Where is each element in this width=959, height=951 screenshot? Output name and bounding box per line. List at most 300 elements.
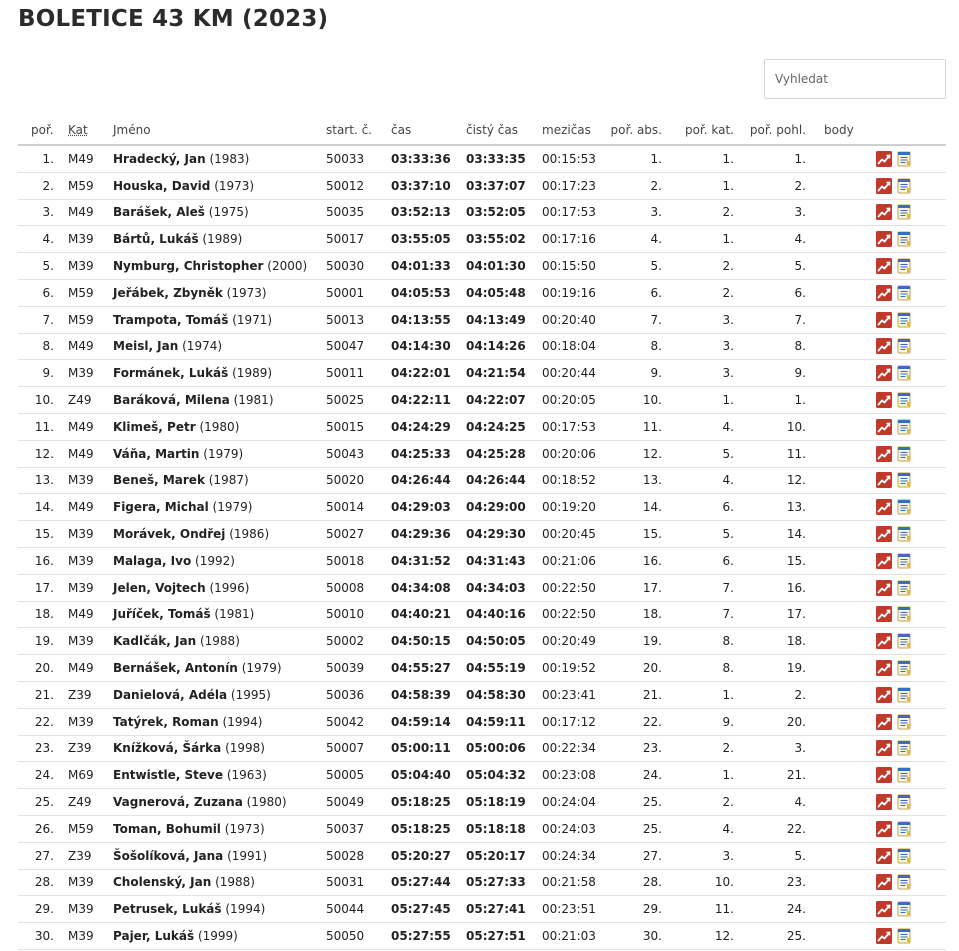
cell-cisty: 04:25:28 <box>462 440 538 467</box>
col-header-katpor[interactable]: poř. kat. <box>672 115 744 145</box>
cell-body <box>816 842 876 869</box>
cell-mezicas: 00:17:23 <box>538 172 606 199</box>
chart-icon[interactable] <box>876 848 892 864</box>
cell-cas: 05:27:45 <box>387 896 462 923</box>
cell-katpor: 1. <box>672 681 744 708</box>
cell-kat: M59 <box>64 815 108 842</box>
cell-start: 50025 <box>322 387 387 414</box>
cell-abs: 21. <box>606 681 672 708</box>
runner-name: Nymburg, Christopher <box>113 259 264 274</box>
col-header-abs[interactable]: poř. abs. <box>606 115 672 145</box>
detail-icon[interactable] <box>896 178 912 194</box>
cell-cas: 05:18:25 <box>387 789 462 816</box>
cell-jmeno <box>108 333 322 360</box>
cell-jmeno <box>108 467 322 494</box>
chart-icon[interactable] <box>876 901 892 917</box>
chart-icon[interactable] <box>876 231 892 247</box>
cell-pohl: 12. <box>744 467 816 494</box>
cell-jmeno <box>108 574 322 601</box>
cell-kat: M59 <box>64 306 108 333</box>
detail-icon[interactable] <box>896 660 912 676</box>
cell-actions <box>876 521 946 548</box>
cell-abs: 25. <box>606 789 672 816</box>
cell-mezicas: 00:24:34 <box>538 842 606 869</box>
cell-start: 50047 <box>322 333 387 360</box>
runner-year: (1973) <box>224 821 265 836</box>
runner-name: Bernášek, Antonín <box>113 661 238 676</box>
detail-icon[interactable] <box>896 526 912 542</box>
runner-name: Danielová, Adéla <box>113 687 228 702</box>
cell-kat: M49 <box>64 655 108 682</box>
cell-katpor: 3. <box>672 842 744 869</box>
table-row <box>18 842 946 869</box>
cell-katpor: 2. <box>672 253 744 280</box>
cell-body <box>816 521 876 548</box>
cell-abs: 27. <box>606 842 672 869</box>
cell-start: 50039 <box>322 655 387 682</box>
col-header-start[interactable]: start. č. <box>322 115 387 145</box>
detail-icon[interactable] <box>896 472 912 488</box>
cell-abs: 16. <box>606 547 672 574</box>
cell-katpor: 6. <box>672 494 744 521</box>
cell-cisty: 03:37:07 <box>462 172 538 199</box>
table-row <box>18 923 946 950</box>
chart-icon[interactable] <box>876 338 892 354</box>
cell-jmeno <box>108 440 322 467</box>
cell-poradi: 9. <box>18 360 64 387</box>
cell-mezicas: 00:19:16 <box>538 279 606 306</box>
cell-pohl: 6. <box>744 279 816 306</box>
cell-body <box>816 708 876 735</box>
chart-icon[interactable] <box>876 928 892 944</box>
cell-poradi: 14. <box>18 494 64 521</box>
cell-katpor: 3. <box>672 333 744 360</box>
cell-poradi: 16. <box>18 547 64 574</box>
detail-icon[interactable] <box>896 285 912 301</box>
cell-actions <box>876 708 946 735</box>
cell-cas: 04:01:33 <box>387 253 462 280</box>
detail-icon[interactable] <box>896 794 912 810</box>
cell-body <box>816 333 876 360</box>
detail-icon[interactable] <box>896 740 912 756</box>
cell-poradi: 23. <box>18 735 64 762</box>
cell-mezicas: 00:18:04 <box>538 333 606 360</box>
chart-icon[interactable] <box>876 526 892 542</box>
cell-katpor: 9. <box>672 708 744 735</box>
cell-body <box>816 413 876 440</box>
runner-year: (1980) <box>199 419 240 434</box>
chart-icon[interactable] <box>876 633 892 649</box>
search-input[interactable] <box>764 59 946 99</box>
cell-cas: 04:24:29 <box>387 413 462 440</box>
cell-katpor: 5. <box>672 440 744 467</box>
runner-year: (1980) <box>246 795 287 810</box>
cell-jmeno <box>108 735 322 762</box>
cell-pohl: 14. <box>744 521 816 548</box>
cell-mezicas: 00:24:03 <box>538 815 606 842</box>
table-row <box>18 467 946 494</box>
table-row <box>18 306 946 333</box>
chart-icon[interactable] <box>876 714 892 730</box>
chart-icon[interactable] <box>876 392 892 408</box>
runner-name: Tatýrek, Roman <box>113 714 219 729</box>
cell-cisty: 04:34:03 <box>462 574 538 601</box>
cell-katpor: 1. <box>672 226 744 253</box>
cell-body <box>816 869 876 896</box>
cell-katpor: 7. <box>672 574 744 601</box>
cell-start: 50011 <box>322 360 387 387</box>
detail-icon[interactable] <box>896 338 912 354</box>
cell-katpor: 11. <box>672 896 744 923</box>
cell-pohl: 24. <box>744 896 816 923</box>
cell-jmeno <box>108 708 322 735</box>
cell-jmeno <box>108 387 322 414</box>
cell-jmeno <box>108 172 322 199</box>
runner-name: Toman, Bohumil <box>113 821 221 836</box>
cell-cisty: 04:29:00 <box>462 494 538 521</box>
chart-icon[interactable] <box>876 660 892 676</box>
cell-actions <box>876 735 946 762</box>
detail-icon[interactable] <box>896 553 912 569</box>
runner-name: Trampota, Tomáš <box>113 312 229 327</box>
chart-icon[interactable] <box>876 419 892 435</box>
cell-mezicas: 00:19:20 <box>538 494 606 521</box>
cell-body <box>816 172 876 199</box>
cell-actions <box>876 923 946 950</box>
cell-cas: 04:25:33 <box>387 440 462 467</box>
cell-cisty: 05:18:19 <box>462 789 538 816</box>
cell-abs: 15. <box>606 521 672 548</box>
chart-icon[interactable] <box>876 178 892 194</box>
cell-jmeno <box>108 226 322 253</box>
cell-cisty: 04:59:11 <box>462 708 538 735</box>
runner-name: Šošolíková, Jana <box>113 848 224 863</box>
cell-abs: 6. <box>606 279 672 306</box>
cell-start: 50013 <box>322 306 387 333</box>
detail-icon[interactable] <box>896 687 912 703</box>
table-row <box>18 333 946 360</box>
cell-mezicas: 00:20:06 <box>538 440 606 467</box>
chart-icon[interactable] <box>876 794 892 810</box>
runner-year: (1988) <box>215 875 255 890</box>
cell-katpor: 1. <box>672 145 744 172</box>
runner-name: Baráková, Milena <box>113 393 230 408</box>
cell-pohl: 20. <box>744 708 816 735</box>
cell-pohl: 3. <box>744 199 816 226</box>
cell-cisty: 05:00:06 <box>462 735 538 762</box>
table-header-row <box>18 115 946 145</box>
cell-cisty: 04:13:49 <box>462 306 538 333</box>
cell-pohl: 22. <box>744 815 816 842</box>
cell-abs: 5. <box>606 253 672 280</box>
cell-katpor: 4. <box>672 413 744 440</box>
cell-cisty: 04:14:26 <box>462 333 538 360</box>
cell-cas: 04:58:39 <box>387 681 462 708</box>
cell-cas: 05:04:40 <box>387 762 462 789</box>
cell-actions <box>876 333 946 360</box>
detail-icon[interactable] <box>896 767 912 783</box>
col-header-kat-label: Kat <box>68 122 88 137</box>
cell-cas: 04:59:14 <box>387 708 462 735</box>
runner-name: Knížková, Šárka <box>113 741 222 756</box>
cell-poradi: 3. <box>18 199 64 226</box>
cell-pohl: 19. <box>744 655 816 682</box>
table-row <box>18 494 946 521</box>
cell-poradi: 7. <box>18 306 64 333</box>
chart-icon[interactable] <box>876 446 892 462</box>
cell-kat: M39 <box>64 574 108 601</box>
cell-poradi: 2. <box>18 172 64 199</box>
cell-cas: 04:26:44 <box>387 467 462 494</box>
chart-icon[interactable] <box>876 258 892 274</box>
cell-jmeno <box>108 253 322 280</box>
cell-poradi: 24. <box>18 762 64 789</box>
col-header-body[interactable]: body <box>816 115 876 145</box>
cell-cisty: 04:31:43 <box>462 547 538 574</box>
cell-jmeno <box>108 815 322 842</box>
chart-icon[interactable] <box>876 472 892 488</box>
table-row <box>18 145 946 172</box>
cell-kat: M49 <box>64 601 108 628</box>
cell-start: 50031 <box>322 869 387 896</box>
cell-cas: 04:55:27 <box>387 655 462 682</box>
cell-kat: Z39 <box>64 842 108 869</box>
cell-cisty: 04:01:30 <box>462 253 538 280</box>
cell-start: 50001 <box>322 279 387 306</box>
table-row <box>18 387 946 414</box>
cell-pohl: 21. <box>744 762 816 789</box>
cell-jmeno <box>108 655 322 682</box>
cell-pohl: 4. <box>744 789 816 816</box>
runner-year: (1981) <box>233 393 274 408</box>
runner-year: (1973) <box>226 285 267 300</box>
cell-jmeno <box>108 360 322 387</box>
detail-icon[interactable] <box>896 446 912 462</box>
cell-cisty: 03:55:02 <box>462 226 538 253</box>
cell-katpor: 4. <box>672 467 744 494</box>
table-row <box>18 574 946 601</box>
cell-jmeno <box>108 521 322 548</box>
detail-icon[interactable] <box>896 204 912 220</box>
table-row <box>18 440 946 467</box>
cell-abs: 22. <box>606 708 672 735</box>
runner-name: Juříček, Tomáš <box>113 607 211 622</box>
cell-jmeno <box>108 896 322 923</box>
cell-body <box>816 681 876 708</box>
cell-body <box>816 387 876 414</box>
cell-poradi: 26. <box>18 815 64 842</box>
cell-katpor: 8. <box>672 628 744 655</box>
cell-jmeno <box>108 145 322 172</box>
runner-year: (1981) <box>214 607 255 622</box>
cell-jmeno <box>108 199 322 226</box>
cell-body <box>816 360 876 387</box>
cell-kat: Z49 <box>64 789 108 816</box>
cell-katpor: 10. <box>672 869 744 896</box>
cell-jmeno <box>108 681 322 708</box>
cell-katpor: 3. <box>672 360 744 387</box>
detail-icon[interactable] <box>896 580 912 596</box>
cell-poradi: 12. <box>18 440 64 467</box>
cell-body <box>816 494 876 521</box>
cell-cisty: 04:05:48 <box>462 279 538 306</box>
detail-icon[interactable] <box>896 714 912 730</box>
chart-icon[interactable] <box>876 821 892 837</box>
cell-start: 50015 <box>322 413 387 440</box>
cell-pohl: 16. <box>744 574 816 601</box>
cell-kat: M39 <box>64 253 108 280</box>
chart-icon[interactable] <box>876 740 892 756</box>
detail-icon[interactable] <box>896 821 912 837</box>
chart-icon[interactable] <box>876 874 892 890</box>
detail-icon[interactable] <box>896 392 912 408</box>
chart-icon[interactable] <box>876 767 892 783</box>
col-header-cisty[interactable]: čistý čas <box>462 115 538 145</box>
cell-start: 50002 <box>322 628 387 655</box>
cell-kat: M49 <box>64 413 108 440</box>
runner-name: Malaga, Ivo <box>113 553 192 568</box>
col-header-mezicas[interactable]: mezičas <box>538 115 606 145</box>
chart-icon[interactable] <box>876 687 892 703</box>
cell-katpor: 5. <box>672 521 744 548</box>
cell-kat: M49 <box>64 333 108 360</box>
chart-icon[interactable] <box>876 312 892 328</box>
cell-poradi: 25. <box>18 789 64 816</box>
detail-icon[interactable] <box>896 419 912 435</box>
detail-icon[interactable] <box>896 848 912 864</box>
cell-mezicas: 00:17:16 <box>538 226 606 253</box>
cell-abs: 11. <box>606 413 672 440</box>
cell-abs: 20. <box>606 655 672 682</box>
cell-start: 50044 <box>322 896 387 923</box>
runner-year: (1989) <box>202 232 243 247</box>
cell-actions <box>876 387 946 414</box>
col-header-jmeno[interactable]: Jméno <box>108 115 322 145</box>
table-row <box>18 413 946 440</box>
chart-icon[interactable] <box>876 285 892 301</box>
chart-icon[interactable] <box>876 553 892 569</box>
chart-icon[interactable] <box>876 151 892 167</box>
runner-name: Houska, David <box>113 178 211 193</box>
cell-start: 50037 <box>322 815 387 842</box>
cell-kat: Z39 <box>64 681 108 708</box>
cell-actions <box>876 494 946 521</box>
cell-actions <box>876 253 946 280</box>
cell-cisty: 04:29:30 <box>462 521 538 548</box>
cell-start: 50049 <box>322 789 387 816</box>
cell-kat: M39 <box>64 869 108 896</box>
cell-body <box>816 789 876 816</box>
cell-poradi: 15. <box>18 521 64 548</box>
cell-body <box>816 655 876 682</box>
cell-pohl: 13. <box>744 494 816 521</box>
cell-cisty: 04:58:30 <box>462 681 538 708</box>
col-header-poradi[interactable]: poř. <box>18 115 64 145</box>
cell-start: 50010 <box>322 601 387 628</box>
cell-cas: 03:33:36 <box>387 145 462 172</box>
cell-jmeno <box>108 547 322 574</box>
detail-icon[interactable] <box>896 633 912 649</box>
cell-poradi: 28. <box>18 869 64 896</box>
cell-katpor: 1. <box>672 762 744 789</box>
cell-start: 50036 <box>322 681 387 708</box>
cell-cisty: 03:33:35 <box>462 145 538 172</box>
cell-actions <box>876 574 946 601</box>
chart-icon[interactable] <box>876 499 892 515</box>
detail-icon[interactable] <box>896 312 912 328</box>
cell-pohl: 2. <box>744 681 816 708</box>
cell-body <box>816 628 876 655</box>
cell-start: 50007 <box>322 735 387 762</box>
col-header-cas[interactable]: čas <box>387 115 462 145</box>
runner-name: Figera, Michal <box>113 500 209 515</box>
detail-icon[interactable] <box>896 499 912 515</box>
runner-name: Beneš, Marek <box>113 473 205 488</box>
cell-pohl: 25. <box>744 923 816 950</box>
cell-body <box>816 547 876 574</box>
cell-kat: M59 <box>64 172 108 199</box>
cell-pohl: 9. <box>744 360 816 387</box>
runner-year: (1994) <box>225 902 266 917</box>
cell-mezicas: 00:23:41 <box>538 681 606 708</box>
cell-poradi: 6. <box>18 279 64 306</box>
cell-actions <box>876 762 946 789</box>
runner-name: Jeřábek, Zbyněk <box>113 285 223 300</box>
cell-jmeno <box>108 789 322 816</box>
col-header-pohl[interactable]: poř. pohl. <box>744 115 816 145</box>
cell-cisty: 04:24:25 <box>462 413 538 440</box>
chart-icon[interactable] <box>876 204 892 220</box>
cell-poradi: 11. <box>18 413 64 440</box>
detail-icon[interactable] <box>896 928 912 944</box>
detail-icon[interactable] <box>896 874 912 890</box>
cell-cas: 04:29:03 <box>387 494 462 521</box>
table-row <box>18 655 946 682</box>
cell-mezicas: 00:20:05 <box>538 387 606 414</box>
runner-year: (1963) <box>226 768 267 783</box>
detail-icon[interactable] <box>896 901 912 917</box>
detail-icon[interactable] <box>896 258 912 274</box>
cell-abs: 8. <box>606 333 672 360</box>
cell-cisty: 03:52:05 <box>462 199 538 226</box>
detail-icon[interactable] <box>896 365 912 381</box>
cell-actions <box>876 655 946 682</box>
detail-icon[interactable] <box>896 606 912 622</box>
cell-start: 50005 <box>322 762 387 789</box>
col-header-kat[interactable] <box>64 115 108 145</box>
cell-cas: 03:52:13 <box>387 199 462 226</box>
cell-kat: M49 <box>64 440 108 467</box>
table-row <box>18 172 946 199</box>
cell-actions <box>876 628 946 655</box>
cell-pohl: 3. <box>744 735 816 762</box>
detail-icon[interactable] <box>896 151 912 167</box>
table-row <box>18 279 946 306</box>
cell-body <box>816 896 876 923</box>
cell-actions <box>876 360 946 387</box>
cell-abs: 1. <box>606 145 672 172</box>
cell-mezicas: 00:15:50 <box>538 253 606 280</box>
cell-kat: M39 <box>64 896 108 923</box>
chart-icon[interactable] <box>876 606 892 622</box>
cell-actions <box>876 789 946 816</box>
cell-pohl: 4. <box>744 226 816 253</box>
runner-name: Cholenský, Jan <box>113 875 212 890</box>
detail-icon[interactable] <box>896 231 912 247</box>
chart-icon[interactable] <box>876 365 892 381</box>
chart-icon[interactable] <box>876 580 892 596</box>
table-row <box>18 360 946 387</box>
